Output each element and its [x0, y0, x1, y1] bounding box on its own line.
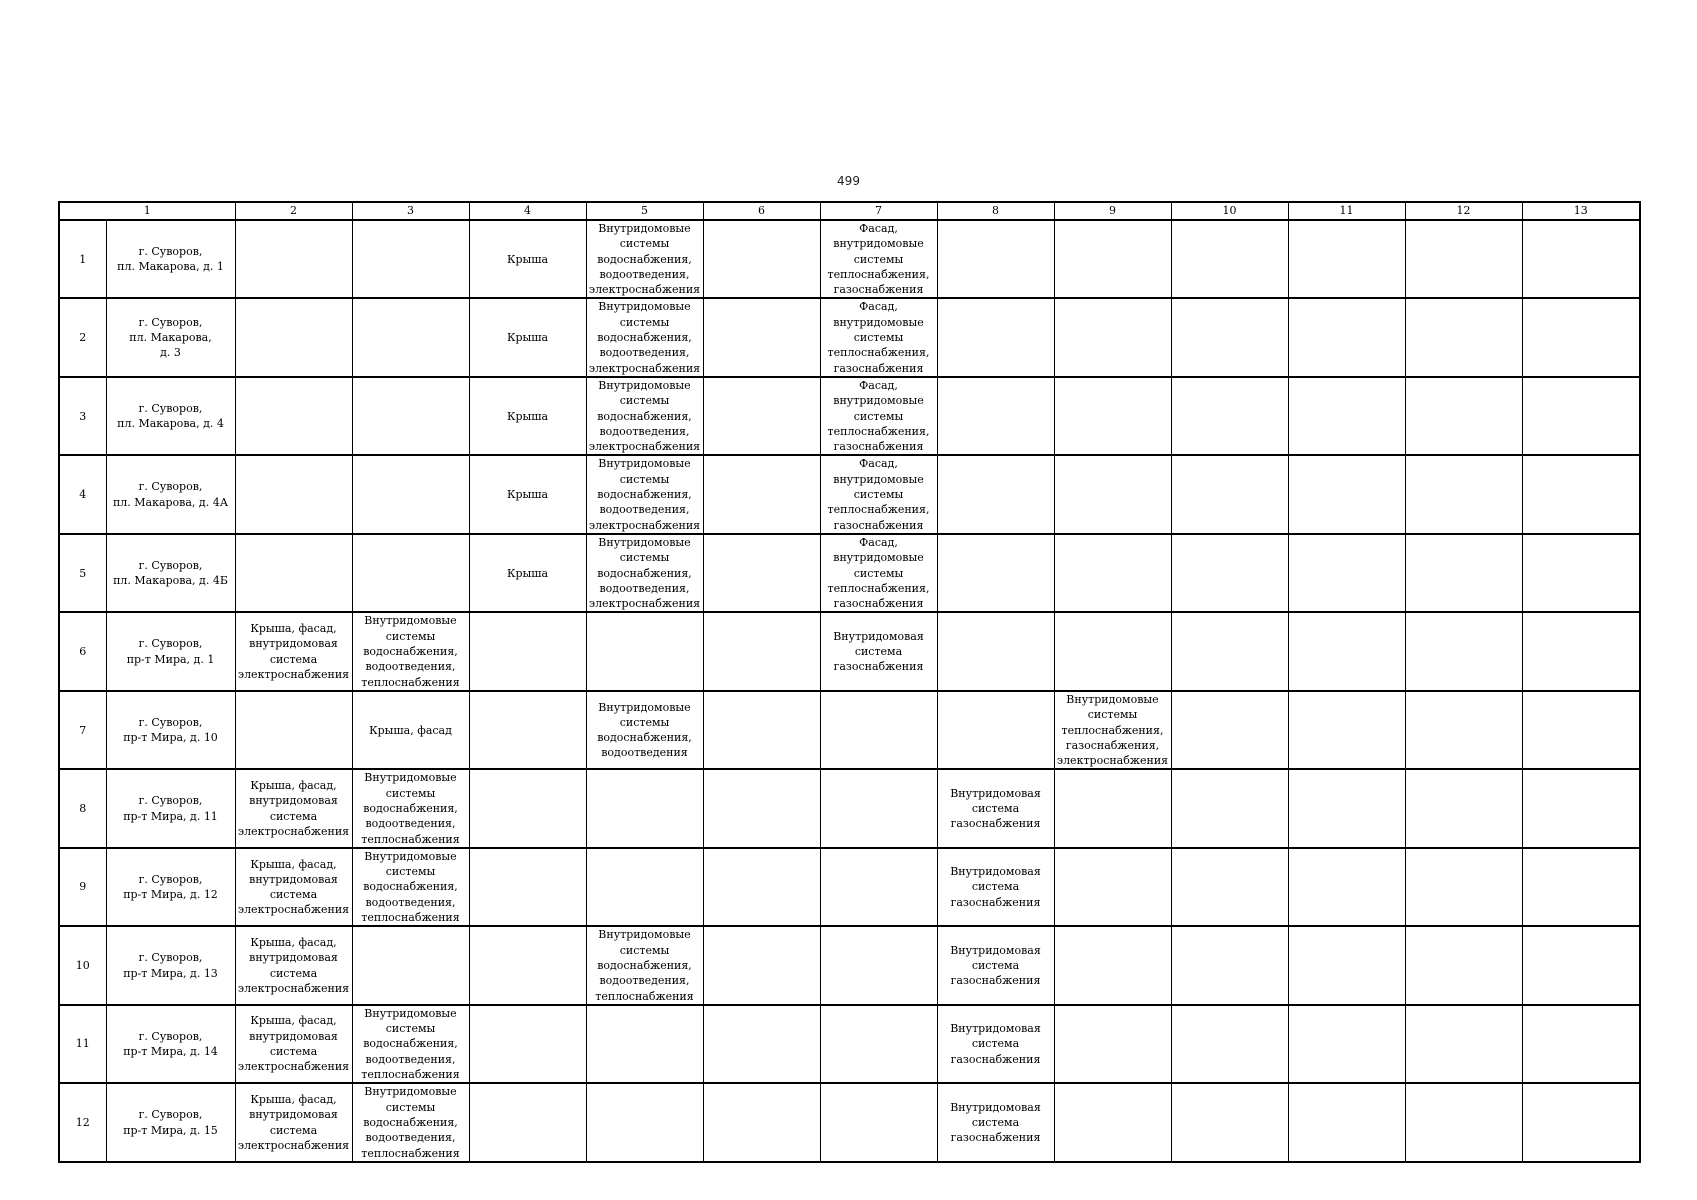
table-cell — [937, 377, 1054, 455]
column-header: 12 — [1405, 202, 1522, 220]
address-text: г. Суворов, пр-т Мира, д. 15 — [123, 1108, 218, 1137]
table-cell — [352, 926, 469, 1004]
row-number: 10 — [59, 926, 106, 1004]
table-cell — [703, 612, 820, 690]
cell-text: Внутридомовые системы водоснабжения, водоотведения, теплоснабжения — [361, 771, 460, 846]
table-cell — [703, 1005, 820, 1083]
address-cell — [106, 534, 235, 612]
column-header: 13 — [1522, 202, 1640, 220]
table-cell — [703, 377, 820, 455]
table-cell — [1054, 377, 1171, 455]
cell-text: Фасад, внутридомовые системы теплоснабжения, газоснабжения — [827, 457, 930, 532]
table-cell — [469, 612, 586, 690]
table-row — [59, 298, 1640, 376]
row-number: 6 — [59, 612, 106, 690]
cell-text: Внутридомовые системы водоснабжения, водоотведения, электроснабжения — [588, 222, 701, 297]
table-cell — [820, 769, 937, 847]
table-row — [59, 926, 1640, 1004]
data-table — [58, 201, 1641, 1163]
table-row — [59, 1005, 1640, 1083]
cell-text: Внутридомовые системы водоснабжения, водоотведения, теплоснабжения — [595, 928, 694, 1003]
table-cell — [1405, 612, 1522, 690]
address-cell — [106, 691, 235, 769]
column-header: 8 — [937, 202, 1054, 220]
table-cell — [937, 220, 1054, 298]
table-row — [59, 377, 1640, 455]
cell-text: Внутридомовая система газоснабжения — [950, 943, 1041, 988]
table-row — [59, 455, 1640, 533]
table-cell — [469, 691, 586, 769]
table-cell — [586, 298, 703, 376]
table-body — [59, 220, 1640, 1162]
table-cell — [1522, 769, 1640, 847]
table-cell — [1054, 848, 1171, 926]
cell-text: Крыша — [506, 252, 549, 266]
table-cell — [703, 220, 820, 298]
cell-text: Внутридомовые системы теплоснабжения, газоснабжения, электроснабжения — [1056, 692, 1169, 768]
table-cell — [1054, 220, 1171, 298]
cell-text: Внутридомовые системы водоснабжения, водоотведения, электроснабжения — [588, 378, 701, 454]
table-cell — [586, 848, 703, 926]
table-cell — [352, 691, 469, 769]
table-cell — [937, 1005, 1054, 1083]
table-cell — [352, 848, 469, 926]
table-cell — [1171, 377, 1288, 455]
cell-text: Внутридомовые системы водоснабжения, водоотведения, электроснабжения — [588, 457, 701, 532]
column-header: 9 — [1054, 202, 1171, 220]
column-header: 5 — [586, 202, 703, 220]
table-cell — [235, 1083, 352, 1161]
address-text: г. Суворов, пл. Макарова, д. 3 — [129, 315, 212, 360]
table-row — [59, 1083, 1640, 1161]
table-cell — [352, 298, 469, 376]
table-cell — [1171, 1083, 1288, 1161]
address-cell — [106, 377, 235, 455]
table-cell — [352, 612, 469, 690]
table-cell — [1522, 455, 1640, 533]
table-row — [59, 691, 1640, 769]
table-cell — [1522, 1005, 1640, 1083]
row-number: 12 — [59, 1083, 106, 1161]
column-header: 2 — [235, 202, 352, 220]
table-cell — [1405, 926, 1522, 1004]
table-cell — [1171, 769, 1288, 847]
address-text: г. Суворов, пр-т Мира, д. 14 — [123, 1029, 218, 1059]
address-text: г. Суворов, пл. Макарова, д. 4Б — [113, 558, 228, 588]
table-cell — [820, 848, 937, 926]
cell-text: Фасад, внутридомовые системы теплоснабжения, газоснабжения — [827, 300, 930, 375]
table-row — [59, 769, 1640, 847]
table-cell — [469, 377, 586, 455]
table-cell — [1522, 377, 1640, 455]
table-cell — [352, 377, 469, 455]
table-cell — [820, 377, 937, 455]
table-cell — [586, 612, 703, 690]
table-cell — [1288, 612, 1405, 690]
table-cell — [703, 769, 820, 847]
row-number: 3 — [59, 377, 106, 455]
table-cell — [820, 298, 937, 376]
table-cell — [235, 612, 352, 690]
table-cell — [703, 1083, 820, 1161]
cell-text: Крыша — [506, 488, 549, 502]
table-cell — [1288, 848, 1405, 926]
table-cell — [235, 848, 352, 926]
table-cell — [235, 298, 352, 376]
column-header: 10 — [1171, 202, 1288, 220]
table-cell — [937, 926, 1054, 1004]
table-cell — [1522, 848, 1640, 926]
cell-text: Крыша — [506, 409, 549, 423]
table-cell — [820, 926, 937, 1004]
table-cell — [586, 455, 703, 533]
table-cell — [586, 220, 703, 298]
cell-text: Фасад, внутридомовые системы теплоснабжения, газоснабжения — [827, 222, 930, 297]
table-cell — [1171, 848, 1288, 926]
table-cell — [820, 455, 937, 533]
table-cell — [937, 848, 1054, 926]
table-cell — [1054, 691, 1171, 769]
table-cell — [1054, 612, 1171, 690]
row-number: 11 — [59, 1005, 106, 1083]
table-cell — [235, 377, 352, 455]
table-cell — [1054, 534, 1171, 612]
table-cell — [703, 691, 820, 769]
row-number: 1 — [59, 220, 106, 298]
table-row — [59, 612, 1640, 690]
table-cell — [820, 220, 937, 298]
table-cell — [469, 534, 586, 612]
cell-text: Крыша — [506, 566, 549, 580]
cell-text: Крыша, фасад, внутридомовая система электроснабжения — [237, 857, 350, 917]
column-header: 3 — [352, 202, 469, 220]
table-cell — [586, 1005, 703, 1083]
table-row — [59, 848, 1640, 926]
table-cell — [469, 298, 586, 376]
table-cell — [1405, 1083, 1522, 1161]
table-cell — [1522, 298, 1640, 376]
column-header: 1 — [59, 202, 235, 220]
table-cell — [1171, 298, 1288, 376]
table-cell — [235, 926, 352, 1004]
table-cell — [1405, 298, 1522, 376]
cell-text: Внутридомовые системы водоснабжения, водоотведения, электроснабжения — [588, 300, 701, 375]
table-cell — [1522, 612, 1640, 690]
table-cell — [469, 220, 586, 298]
table-cell — [352, 455, 469, 533]
table-cell — [469, 455, 586, 533]
table-cell — [235, 1005, 352, 1083]
table-cell — [586, 926, 703, 1004]
table-cell — [586, 769, 703, 847]
table-cell — [352, 220, 469, 298]
cell-text: Крыша, фасад, внутридомовая система электроснабжения — [237, 936, 350, 995]
table-cell — [1288, 298, 1405, 376]
table-cell — [1171, 220, 1288, 298]
table-cell — [937, 455, 1054, 533]
cell-text: Фасад, внутридомовые системы теплоснабжения, газоснабжения — [827, 378, 930, 454]
address-text: г. Суворов, пр-т Мира, д. 1 — [126, 637, 215, 666]
address-cell — [106, 298, 235, 376]
cell-text: Внутридомовая система газоснабжения — [950, 865, 1041, 909]
table-cell — [1054, 455, 1171, 533]
table-cell — [937, 769, 1054, 847]
table-cell — [1054, 1083, 1171, 1161]
table-cell — [1405, 534, 1522, 612]
table-cell — [469, 926, 586, 1004]
table-cell — [586, 377, 703, 455]
row-number: 7 — [59, 691, 106, 769]
address-text: г. Суворов, пл. Макарова, д. 4 — [117, 401, 224, 431]
table-cell — [937, 1083, 1054, 1161]
cell-text: Крыша, фасад, внутридомовая система электроснабжения — [237, 1092, 350, 1152]
table-cell — [469, 1005, 586, 1083]
table-cell — [586, 691, 703, 769]
table-cell — [352, 534, 469, 612]
table-cell — [937, 691, 1054, 769]
table-cell — [1054, 1005, 1171, 1083]
table-cell — [820, 1005, 937, 1083]
cell-text: Внутридомовые системы водоснабжения, водоотведения, теплоснабжения — [361, 614, 460, 689]
table-cell — [1171, 455, 1288, 533]
table-cell — [352, 769, 469, 847]
table-cell — [1054, 926, 1171, 1004]
row-number: 9 — [59, 848, 106, 926]
table-cell — [586, 1083, 703, 1161]
table-cell — [1522, 926, 1640, 1004]
table-cell — [235, 691, 352, 769]
address-cell — [106, 1005, 235, 1083]
column-header: 7 — [820, 202, 937, 220]
table-cell — [820, 1083, 937, 1161]
table-cell — [937, 612, 1054, 690]
cell-text: Внутридомовые системы водоснабжения, водоотведения, электроснабжения — [588, 535, 701, 611]
column-header: 4 — [469, 202, 586, 220]
column-header: 11 — [1288, 202, 1405, 220]
table-cell — [703, 455, 820, 533]
address-cell — [106, 455, 235, 533]
table-row — [59, 534, 1640, 612]
table-cell — [1288, 534, 1405, 612]
table-cell — [1288, 455, 1405, 533]
table-cell — [937, 534, 1054, 612]
row-number: 5 — [59, 534, 106, 612]
table-cell — [703, 298, 820, 376]
table-cell — [1522, 1083, 1640, 1161]
cell-text: Крыша, фасад, внутридомовая система электроснабжения — [237, 622, 350, 681]
table-cell — [1171, 926, 1288, 1004]
cell-text: Внутридомовые системы водоснабжения, водоотведения, теплоснабжения — [361, 1006, 460, 1082]
row-number: 2 — [59, 298, 106, 376]
row-number: 4 — [59, 455, 106, 533]
table-cell — [1171, 612, 1288, 690]
table-header — [59, 202, 1640, 220]
address-text: г. Суворов, пр-т Мира, д. 12 — [123, 872, 218, 902]
table-cell — [1522, 534, 1640, 612]
cell-text: Внутридомовая система газоснабжения — [950, 1100, 1041, 1145]
table-cell — [1405, 848, 1522, 926]
table-cell — [1171, 691, 1288, 769]
address-text: г. Суворов, пр-т Мира, д. 13 — [123, 951, 218, 980]
table-cell — [1405, 220, 1522, 298]
table-cell — [235, 769, 352, 847]
table-cell — [1405, 691, 1522, 769]
cell-text: Внутридомовые системы водоснабжения, водоотведения, теплоснабжения — [361, 1085, 460, 1160]
table-cell — [469, 1083, 586, 1161]
address-cell — [106, 926, 235, 1004]
table-cell — [235, 534, 352, 612]
table-cell — [703, 926, 820, 1004]
cell-text: Крыша, фасад — [369, 723, 452, 737]
cell-text: Фасад, внутридомовые системы теплоснабжения, газоснабжения — [827, 535, 930, 611]
table-cell — [1405, 377, 1522, 455]
cell-text: Внутридомовые системы водоснабжения, водоотведения, теплоснабжения — [361, 849, 460, 925]
table-cell — [1288, 769, 1405, 847]
address-cell — [106, 769, 235, 847]
table-cell — [937, 298, 1054, 376]
table-cell — [1522, 220, 1640, 298]
header-row — [59, 202, 1640, 220]
table-cell — [820, 612, 937, 690]
table-cell — [1522, 691, 1640, 769]
table-row — [59, 220, 1640, 298]
address-text: г. Суворов, пр-т Мира, д. 11 — [123, 794, 218, 823]
row-number: 8 — [59, 769, 106, 847]
table-cell — [1288, 220, 1405, 298]
table-cell — [352, 1005, 469, 1083]
column-header: 6 — [703, 202, 820, 220]
table-cell — [1054, 298, 1171, 376]
address-text: г. Суворов, пр-т Мира, д. 10 — [123, 715, 218, 745]
address-cell — [106, 848, 235, 926]
table-cell — [1405, 455, 1522, 533]
table-cell — [1288, 377, 1405, 455]
table-cell — [1288, 691, 1405, 769]
table-cell — [1288, 1083, 1405, 1161]
table-cell — [1288, 926, 1405, 1004]
cell-text: Внутридомовая система газоснабжения — [950, 786, 1041, 831]
table-cell — [1171, 1005, 1288, 1083]
table-cell — [1405, 769, 1522, 847]
table-cell — [586, 534, 703, 612]
cell-text: Внутридомовые системы водоснабжения, водоотведения — [597, 700, 692, 760]
address-cell — [106, 1083, 235, 1161]
table-cell — [820, 691, 937, 769]
address-cell — [106, 612, 235, 690]
table-cell — [1171, 534, 1288, 612]
table-cell — [703, 534, 820, 612]
table-cell — [235, 455, 352, 533]
table-cell — [235, 220, 352, 298]
table-cell — [1405, 1005, 1522, 1083]
address-cell — [106, 220, 235, 298]
table-cell — [703, 848, 820, 926]
cell-text: Крыша — [506, 331, 549, 345]
table-cell — [820, 534, 937, 612]
cell-text: Внутридомовая система газоснабжения — [950, 1022, 1041, 1066]
table-cell — [469, 769, 586, 847]
cell-text: Крыша, фасад, внутридомовая система электроснабжения — [237, 1014, 350, 1074]
cell-text: Крыша, фасад, внутридомовая система электроснабжения — [237, 779, 350, 838]
address-text: г. Суворов, пл. Макарова, д. 4А — [112, 480, 229, 509]
table-cell — [352, 1083, 469, 1161]
table-cell — [1054, 769, 1171, 847]
address-text: г. Суворов, пл. Макарова, д. 1 — [117, 244, 224, 274]
cell-text: Внутридомовая система газоснабжения — [833, 629, 924, 674]
page-number: 499 — [837, 174, 860, 188]
table-cell — [469, 848, 586, 926]
table-cell — [1288, 1005, 1405, 1083]
